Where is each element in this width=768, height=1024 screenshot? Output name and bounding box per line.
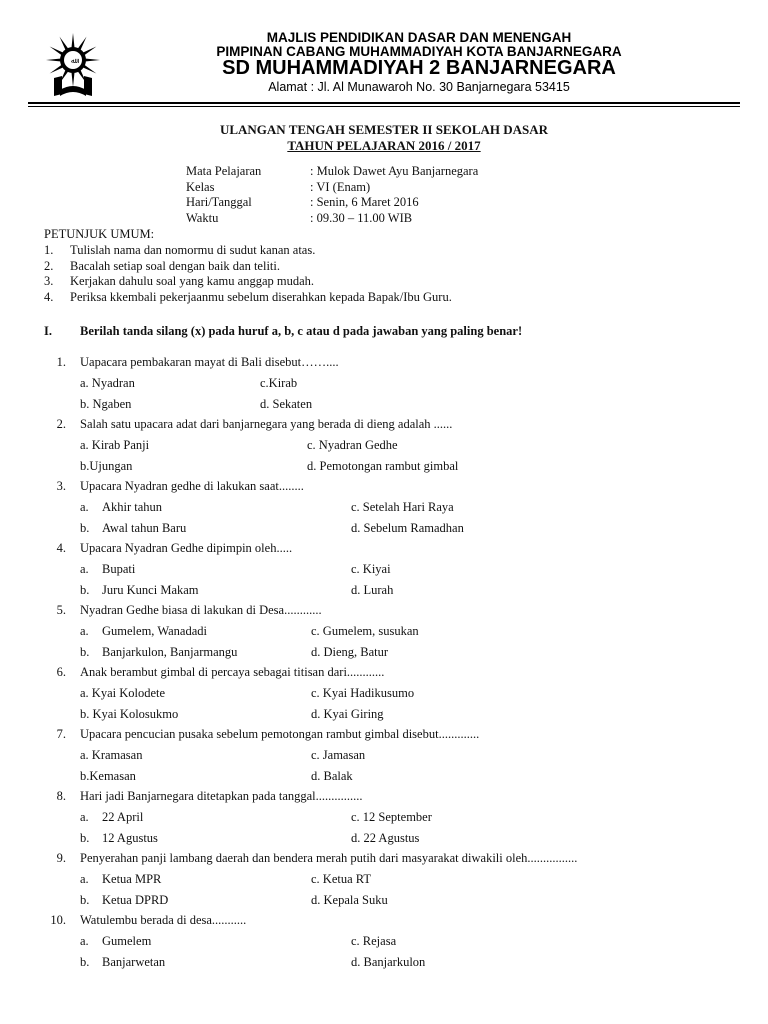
option-letter: a.: [80, 562, 89, 576]
instruction-number: 1.: [44, 243, 54, 257]
option-b[interactable]: [80, 521, 186, 536]
option-d[interactable]: [351, 955, 425, 970]
option-text: Banjarkulon, Banjarmangu: [102, 645, 238, 659]
option-b[interactable]: [80, 955, 165, 970]
option-b[interactable]: [80, 583, 199, 598]
instructions-list: [44, 243, 452, 305]
option-text: a. Nyadran: [80, 376, 135, 390]
question-text: Upacara pencucian pusaka sebelum pemotongan rambut gimbal disebut.............: [80, 727, 480, 741]
option-letter: a.: [80, 810, 89, 824]
option-a[interactable]: [80, 376, 135, 391]
option-text: Ketua DPRD: [102, 893, 169, 907]
question-text: Watulembu berada di desa...........: [80, 913, 247, 927]
option-c[interactable]: [351, 810, 432, 825]
option-a[interactable]: [80, 562, 135, 577]
option-c[interactable]: [351, 500, 454, 515]
instruction-number: 3.: [44, 274, 54, 288]
option-text: 12 Agustus: [102, 831, 158, 845]
option-letter: b.: [80, 831, 90, 845]
instruction-item: [44, 290, 452, 306]
question-number: 2.: [56, 417, 66, 431]
option-text: Bupati: [102, 562, 136, 576]
option-text: b. Kyai Kolosukmo: [80, 707, 179, 721]
question-text: Uapacara pembakaran mayat di Bali disebut……....: [80, 355, 339, 369]
option-letter: a.: [80, 624, 89, 638]
option-c[interactable]: [311, 624, 419, 639]
question-text: Anak berambut gimbal di percaya sebagai titisan dari............: [80, 665, 385, 679]
kop-line-pimpinan: PIMPINAN CABANG MUHAMMADIYAH KOTA BANJARNEGARA: [216, 44, 622, 59]
question-number: 10.: [50, 913, 66, 927]
option-letter: a.: [80, 934, 89, 948]
option-text: Juru Kunci Makam: [102, 583, 199, 597]
option-text: c. Kyai Hadikusumo: [311, 686, 415, 700]
option-d[interactable]: [311, 707, 384, 722]
exam-info: [186, 164, 478, 226]
option-text: c. Jamasan: [311, 748, 366, 762]
option-text: b. Ngaben: [80, 397, 132, 411]
option-text: d. Sekaten: [260, 397, 313, 411]
option-d[interactable]: [311, 645, 388, 660]
question-number: 6.: [56, 665, 66, 679]
option-c[interactable]: [351, 934, 396, 949]
option-d[interactable]: [351, 831, 419, 846]
info-row-date: [186, 195, 478, 211]
question-text: Upacara Nyadran Gedhe dipimpin oleh.....: [80, 541, 293, 555]
section-instruction: Berilah tanda silang (x) pada huruf a, b, c atau d pada jawaban yang paling benar!: [80, 324, 523, 338]
option-c[interactable]: [260, 376, 297, 391]
section-heading: [44, 324, 522, 339]
option-text: c.Kirab: [260, 376, 298, 390]
option-b[interactable]: [80, 397, 131, 412]
option-text: a. Kramasan: [80, 748, 143, 762]
section-number: I.: [44, 324, 52, 338]
option-letter: b.: [80, 583, 90, 597]
instruction-text: Periksa kkembali pekerjaanmu sebelum diserahkan kepada Bapak/Ibu Guru.: [70, 289, 452, 304]
info-row-time: [186, 211, 478, 227]
option-letter: b.: [80, 893, 90, 907]
option-a[interactable]: [80, 810, 143, 825]
info-row-subject: [186, 164, 478, 180]
option-text: d. Kyai Giring: [311, 707, 384, 721]
option-text: Gumelem: [102, 934, 152, 948]
option-text: d. Dieng, Batur: [311, 645, 389, 659]
option-text: b.Ujungan: [80, 459, 133, 473]
instruction-item: [44, 274, 452, 290]
option-text: c. 12 September: [351, 810, 432, 824]
question-text: Upacara Nyadran gedhe di lakukan saat........: [80, 479, 304, 493]
question-text: Nyadran Gedhe biasa di lakukan di Desa............: [80, 603, 322, 617]
option-d[interactable]: [311, 769, 353, 784]
option-d[interactable]: [260, 397, 312, 412]
option-text: b.Kemasan: [80, 769, 136, 783]
option-c[interactable]: [311, 872, 371, 887]
option-letter: b.: [80, 645, 90, 659]
option-c[interactable]: [351, 562, 391, 577]
option-text: Akhir tahun: [102, 500, 163, 514]
question-text: Penyerahan panji lambang daerah dan bendera merah putih dari masyarakat diwakili oleh................: [80, 851, 578, 865]
option-text: d. 22 Agustus: [351, 831, 420, 845]
question-number: 4.: [56, 541, 66, 555]
option-text: d. Kepala Suku: [311, 893, 388, 907]
info-value: : 09.30 – 11.00 WIB: [310, 210, 413, 225]
option-text: c. Gumelem, susukan: [311, 624, 419, 638]
school-address: Alamat : Jl. Al Munawaroh No. 30 Banjarnegara 53415: [268, 80, 570, 94]
question-text: Salah satu upacara adat dari banjarnegara yang berada di dieng adalah ......: [80, 417, 453, 431]
option-text: c. Nyadran Gedhe: [307, 438, 398, 452]
option-b[interactable]: [80, 459, 132, 474]
exam-year: TAHUN PELAJARAN 2016 / 2017: [287, 138, 481, 153]
instruction-item: [44, 259, 452, 275]
question-number: 5.: [56, 603, 66, 617]
option-c[interactable]: [307, 438, 398, 453]
option-b[interactable]: [80, 707, 178, 722]
option-text: d. Balak: [311, 769, 353, 783]
option-a[interactable]: [80, 686, 165, 701]
option-text: a. Kyai Kolodete: [80, 686, 166, 700]
kop-line-majlis: MAJLIS PENDIDIKAN DASAR DAN MENENGAH: [266, 30, 572, 45]
instruction-item: [44, 243, 452, 259]
option-c[interactable]: [311, 686, 414, 701]
option-text: c. Rejasa: [351, 934, 397, 948]
question-number: 9.: [56, 851, 66, 865]
option-text: d. Pemotongan rambut gimbal: [307, 459, 459, 473]
question-number: 3.: [56, 479, 66, 493]
option-letter: a.: [80, 872, 89, 886]
option-text: c. Setelah Hari Raya: [351, 500, 454, 514]
option-text: d. Banjarkulon: [351, 955, 426, 969]
exam-title: ULANGAN TENGAH SEMESTER II SEKOLAH DASAR: [219, 122, 549, 137]
question-number: 1.: [56, 355, 66, 369]
option-text: Gumelem, Wanadadi: [102, 624, 207, 638]
option-text: c. Kiyai: [351, 562, 391, 576]
kop-divider-thick: [28, 102, 740, 104]
option-text: 22 April: [102, 810, 144, 824]
option-a[interactable]: [80, 624, 207, 639]
info-value: : Senin, 6 Maret 2016: [310, 195, 419, 209]
option-text: Ketua MPR: [102, 872, 162, 886]
option-d[interactable]: [351, 583, 393, 598]
instructions-heading: PETUNJUK UMUM:: [44, 227, 155, 241]
info-key: Waktu: [186, 210, 219, 225]
option-text: Banjarwetan: [102, 955, 166, 969]
option-text: Awal tahun Baru: [102, 521, 187, 535]
instruction-text: Kerjakan dahulu soal yang kamu anggap mudah.: [70, 274, 315, 288]
option-c[interactable]: [311, 748, 365, 763]
info-key: Hari/Tanggal: [186, 195, 252, 209]
option-b[interactable]: [80, 831, 158, 846]
option-a[interactable]: [80, 748, 142, 763]
instruction-text: Bacalah setiap soal dengan baik dan teliti.: [70, 258, 280, 273]
svg-text:ﷲ: ﷲ: [70, 57, 76, 65]
instruction-number: 2.: [44, 258, 54, 273]
kop-divider-thin: [28, 106, 740, 107]
option-b[interactable]: [80, 645, 237, 660]
option-a[interactable]: [80, 934, 151, 949]
option-d[interactable]: [307, 459, 458, 474]
option-a[interactable]: [80, 872, 161, 887]
option-text: d. Sebelum Ramadhan: [351, 521, 464, 535]
option-text: c. Ketua RT: [311, 872, 371, 886]
info-value: : Mulok Dawet Ayu Banjarnegara: [310, 164, 479, 178]
option-d[interactable]: [351, 521, 464, 536]
option-a[interactable]: [80, 500, 162, 515]
option-d[interactable]: [311, 893, 388, 908]
question-text: Hari jadi Banjarnegara ditetapkan pada tanggal...............: [80, 789, 363, 803]
school-name: SD MUHAMMADIYAH 2 BANJARNEGARA: [222, 57, 616, 79]
question-number: 7.: [56, 727, 66, 741]
option-b[interactable]: [80, 893, 168, 908]
option-text: a. Kirab Panji: [80, 438, 150, 452]
option-letter: b.: [80, 521, 90, 535]
option-text: d. Lurah: [351, 583, 394, 597]
option-letter: a.: [80, 500, 89, 514]
option-b[interactable]: [80, 769, 136, 784]
info-value: : VI (Enam): [310, 179, 371, 194]
option-a[interactable]: [80, 438, 149, 453]
instruction-text: Tulislah nama dan nomormu di sudut kanan atas.: [70, 243, 316, 257]
question-number: 8.: [56, 789, 66, 803]
info-key: Mata Pelajaran: [186, 164, 262, 178]
info-key: Kelas: [186, 179, 215, 194]
option-letter: b.: [80, 955, 90, 969]
info-row-class: [186, 180, 478, 196]
instruction-number: 4.: [44, 289, 54, 304]
